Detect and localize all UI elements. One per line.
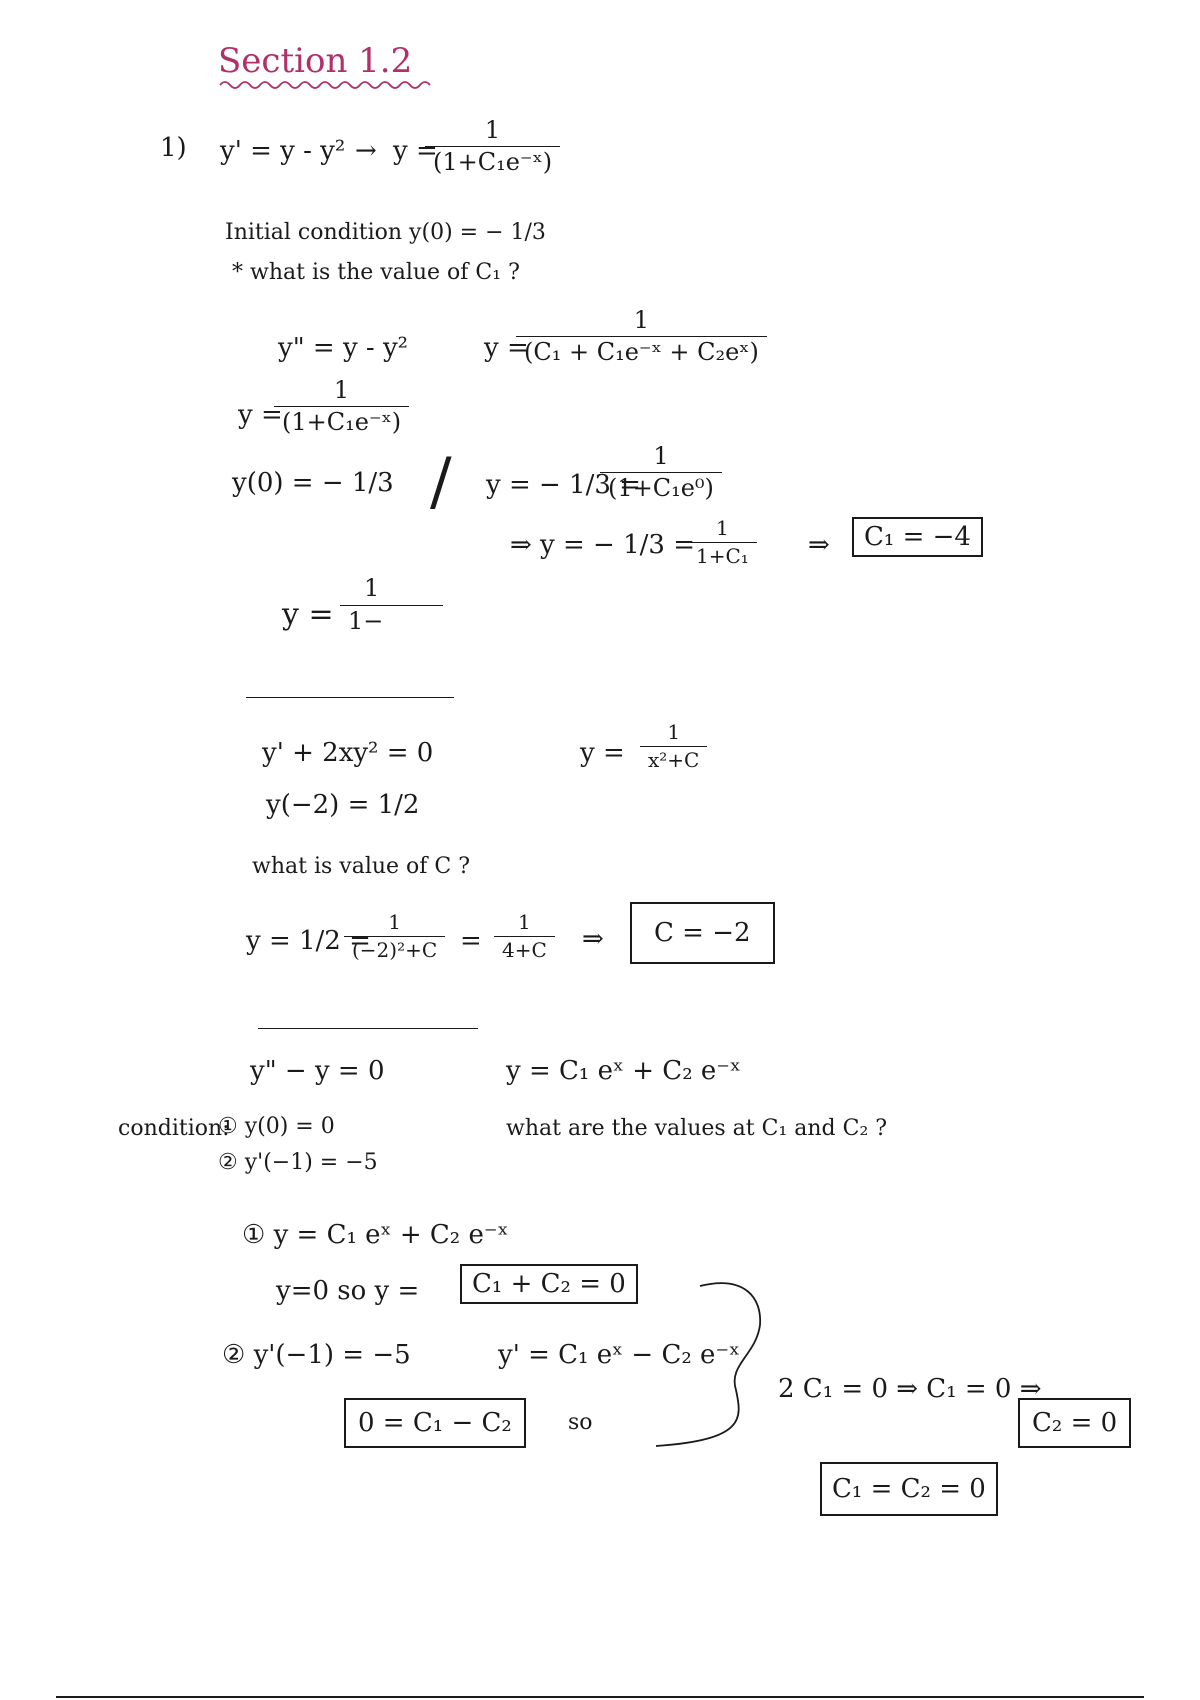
solution2-denominator: (C₁ + C₁e⁻ˣ + C₂eˣ)	[516, 336, 767, 365]
step-3-1b-lhs: y=0 so y =	[276, 1276, 420, 1306]
solution-lhs: y =	[393, 136, 438, 166]
step-2-lhs: y = 1/2 =	[246, 926, 371, 956]
ode-3: y" − y = 0	[250, 1056, 385, 1086]
solution-3: y = C₁ eˣ + C₂ e⁻ˣ	[506, 1056, 742, 1086]
solution-numerator: 1	[484, 116, 501, 144]
step-2-equals: =	[460, 926, 482, 956]
partial-numerator: 1	[364, 574, 380, 602]
initial-value: y(0) = − 1/3	[232, 468, 394, 498]
step2-numerator: 1	[716, 516, 729, 540]
problem-number: 1)	[160, 133, 187, 163]
final-answer-box: C₁ = C₂ = 0	[820, 1462, 998, 1516]
solution-2-denominator: x²+C	[640, 746, 707, 771]
solution-2-fraction	[640, 722, 707, 771]
condition-1: ① y(0) = 0	[218, 1114, 335, 1139]
step-2-numerator-2: 1	[518, 910, 531, 934]
page-title: Section 1.2	[218, 41, 413, 81]
step1-lhs: y = − 1/3 =	[486, 470, 641, 500]
step-3-1: ① y = C₁ eˣ + C₂ e⁻ˣ	[242, 1220, 509, 1250]
answer-c1-box: C₁ = −4	[852, 517, 983, 557]
step-3-2: ② y'(−1) = −5	[222, 1340, 411, 1370]
question-c: what is value of C ?	[252, 854, 471, 879]
solution-2-lhs: y =	[580, 738, 625, 768]
step-2-numerator-1: 1	[388, 910, 401, 934]
step2-lhs: ⇒ y = − 1/3 =	[510, 530, 695, 560]
curly-brace	[650, 1270, 770, 1450]
title-underline	[218, 78, 433, 92]
partial-lhs: y =	[282, 597, 334, 632]
solution3-fraction	[274, 378, 409, 435]
divider-2	[258, 1028, 478, 1029]
step-3-1b-box: C₁ + C₂ = 0	[460, 1264, 638, 1304]
step-3-2-derivative: y' = C₁ eˣ − C₂ e⁻ˣ	[498, 1340, 741, 1370]
solution2-lhs: y =	[484, 333, 529, 363]
solution2-fraction	[516, 308, 767, 365]
step-2-denominator-2: 4+C	[494, 936, 555, 961]
question-c1-c2: what are the values at C₁ and C₂ ?	[506, 1116, 888, 1141]
ode-1-second: y" = y - y²	[278, 333, 409, 363]
implies-arrow: →	[355, 136, 377, 166]
step-3-2-so: so	[568, 1410, 593, 1435]
solution2-numerator: 1	[633, 306, 650, 334]
solution3-lhs: y =	[238, 400, 283, 430]
step-2-fraction-2	[494, 912, 555, 961]
combine-line: 2 C₁ = 0 ⇒ C₁ = 0 ⇒	[778, 1374, 1042, 1404]
step-2-arrow: ⇒	[582, 924, 604, 954]
step2-denominator: 1+C₁	[688, 542, 757, 567]
solution-fraction	[425, 118, 560, 175]
ode-1: y' = y - y²	[220, 136, 346, 166]
partial-denominator: 1−	[340, 605, 443, 634]
solution3-denominator: (1+C₁e⁻ˣ)	[274, 406, 409, 435]
solution3-numerator: 1	[333, 376, 350, 404]
condition-label: condition:	[118, 1116, 230, 1141]
step-2-denominator-1: (−2)²+C	[344, 936, 445, 961]
partial-fraction	[340, 576, 443, 634]
step1-numerator: 1	[653, 442, 669, 470]
solution-2-numerator: 1	[667, 720, 681, 744]
answer-c-box: C = −2	[630, 902, 775, 964]
answer-c2-box: C₂ = 0	[1018, 1398, 1131, 1448]
initial-condition: Initial condition y(0) = − 1/3	[225, 220, 546, 245]
step1-denominator: (1+C₁e⁰)	[600, 472, 722, 501]
solution-denominator: (1+C₁e⁻ˣ)	[425, 146, 560, 175]
ode-2: y' + 2xy² = 0	[262, 738, 434, 768]
question-c1: * what is the value of C₁ ?	[232, 260, 520, 285]
condition-2: ② y'(−1) = −5	[218, 1150, 378, 1175]
slash-divider: /	[430, 445, 452, 519]
step2-arrow: ⇒	[808, 530, 830, 560]
page-bottom-rule	[56, 1696, 1144, 1698]
divider-1	[246, 697, 454, 698]
step2-fraction	[688, 518, 757, 567]
initial-condition-2: y(−2) = 1/2	[266, 790, 420, 820]
step1-fraction	[600, 444, 722, 501]
step-3-2-box: 0 = C₁ − C₂	[344, 1398, 526, 1448]
step-2-fraction-1	[344, 912, 445, 961]
